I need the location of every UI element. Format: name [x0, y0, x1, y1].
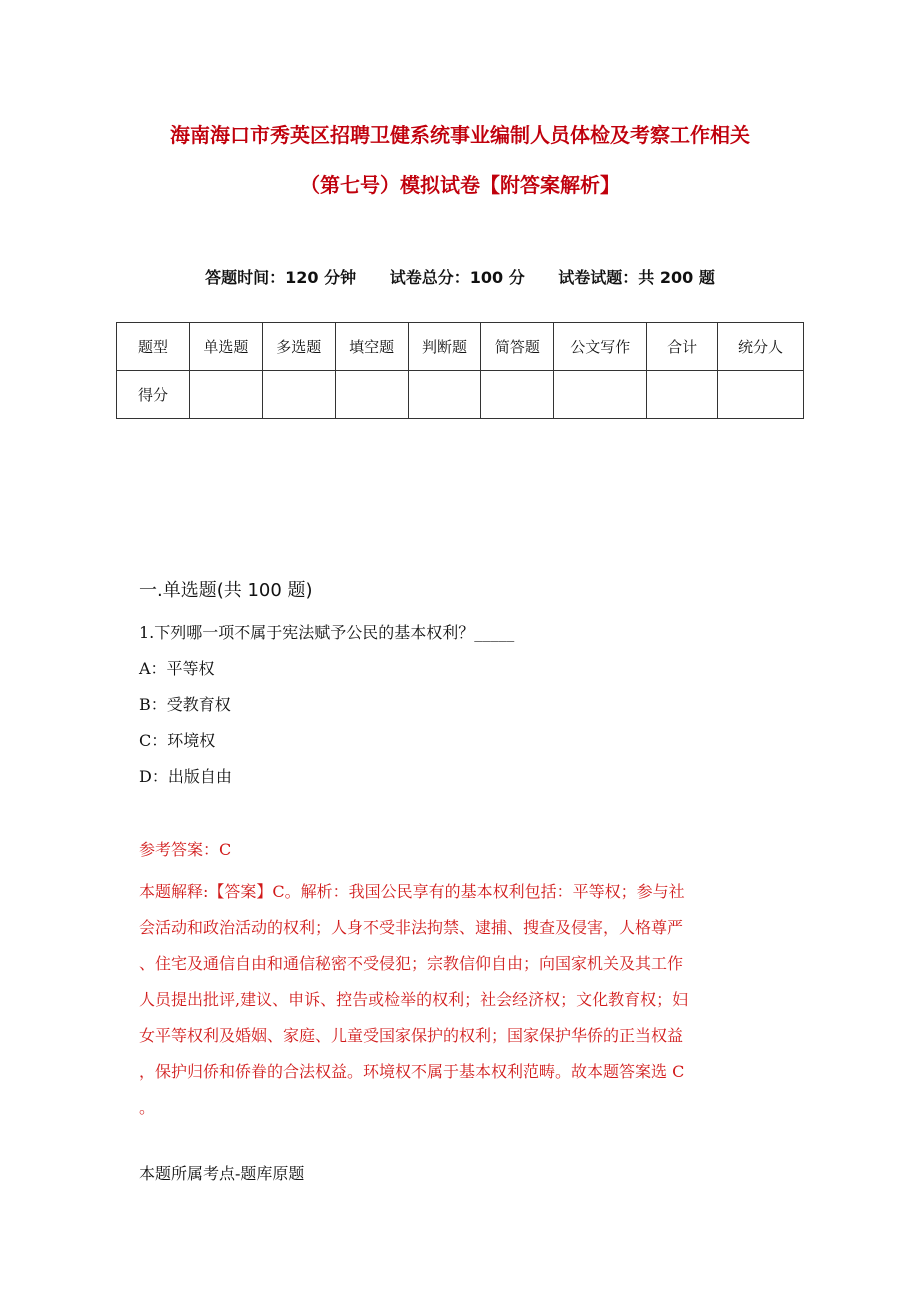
score-table-header-cell: 统分人	[718, 323, 804, 371]
reference-answer: 参考答案：C	[139, 840, 232, 859]
score-table-header-cell: 判断题	[408, 323, 481, 371]
score-cell	[335, 371, 408, 419]
score-table-header-cell: 单选题	[189, 323, 262, 371]
score-cell	[718, 371, 804, 419]
score-table-header-cell: 公文写作	[554, 323, 647, 371]
score-cell	[408, 371, 481, 419]
exam-time: 答题时间：120 分钟	[205, 268, 357, 287]
explanation-line: 。	[139, 1098, 156, 1117]
explanation-line: ，保护归侨和侨眷的合法权益。环境权不属于基本权利范畴。故本题答案选 C	[139, 1062, 685, 1081]
document-title-line-2: （第七号）模拟试卷【附答案解析】	[300, 173, 620, 197]
score-table-score-row	[117, 371, 804, 419]
explanation-line: 女平等权利及婚姻、家庭、儿童受国家保护的权利；国家保护华侨的正当权益	[139, 1026, 684, 1045]
score-table	[116, 322, 804, 419]
score-cell	[647, 371, 718, 419]
score-table-header-cell: 合计	[647, 323, 718, 371]
exam-total-score: 试卷总分：100 分	[389, 268, 525, 287]
exam-summary	[0, 266, 920, 290]
explanation-line: 人员提出批评,建议、申诉、控告或检举的权利；社会经济权；文化教育权；妇	[139, 990, 689, 1009]
option-d: D：出版自由	[139, 767, 232, 786]
explanation-line: 会活动和政治活动的权利；人身不受非法拘禁、逮捕、搜查及侵害，人格尊严	[139, 918, 684, 937]
score-table-header-cell: 多选题	[262, 323, 335, 371]
exam-total-questions: 试卷试题：共 200 题	[558, 268, 715, 287]
score-table-header-row	[117, 323, 804, 371]
score-cell	[481, 371, 554, 419]
score-table-header-cell: 填空题	[335, 323, 408, 371]
explanation-line: 、住宅及通信自由和通信秘密不受侵犯；宗教信仰自由；向国家机关及其工作	[139, 954, 684, 973]
question-source: 本题所属考点-题库原题	[139, 1164, 305, 1183]
score-row-label: 得分	[117, 371, 190, 419]
score-cell	[554, 371, 647, 419]
section-heading: 一.单选题(共 100 题)	[139, 580, 313, 601]
question-stem: 1.下列哪一项不属于宪法赋予公民的基本权利？_____	[139, 623, 515, 642]
score-table-header-cell: 题型	[117, 323, 190, 371]
answer-explanation	[139, 874, 779, 1126]
score-cell	[189, 371, 262, 419]
option-a: A：平等权	[139, 659, 215, 678]
document-title-line-1: 海南海口市秀英区招聘卫健系统事业编制人员体检及考察工作相关	[170, 123, 750, 147]
option-c: C：环境权	[139, 731, 216, 750]
explanation-line: 本题解释:【答案】C。解析：我国公民享有的基本权利包括：平等权；参与社	[139, 882, 685, 901]
score-cell	[262, 371, 335, 419]
option-b: B：受教育权	[139, 695, 231, 714]
score-table-header-cell: 简答题	[481, 323, 554, 371]
